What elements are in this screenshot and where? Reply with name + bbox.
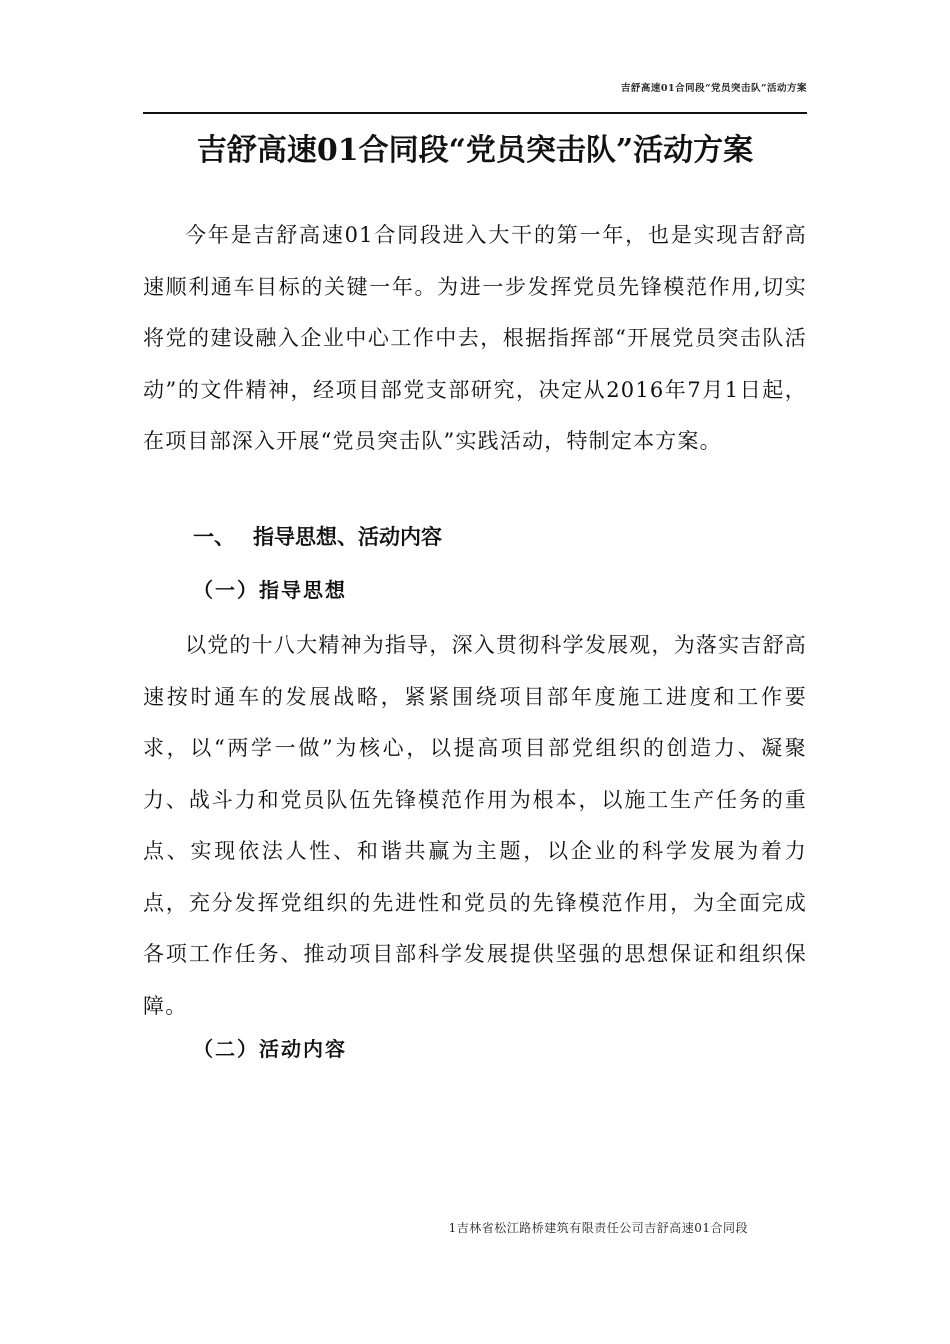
document-title: 吉舒高速01合同段“党员突击队”活动方案: [196, 133, 754, 168]
section-heading-1: [193, 515, 442, 559]
section-title: 指导思想、活动内容: [253, 525, 442, 549]
subsection-heading-1: （一）指导思想: [193, 578, 347, 602]
running-header: 吉舒高速01合同段“党员突击队”活动方案: [620, 83, 807, 94]
intro-paragraph: 今年是吉舒高速01合同段进入大干的第一年，也是实现吉舒高速顺利通车目标的关键一年。为进一步发挥党员先锋模范作用,切实将党的建设融入企业中心工作中去，根据指挥部“开展党员突击队活动”的文件精神，经项目部党支部研究，决定从2016年7月1日起，在项目部深入开展“党员突击队”实践活动，特制定本方案。: [143, 223, 807, 453]
subsection-heading-2: （二）活动内容: [193, 1037, 347, 1061]
section-number: 一、: [193, 525, 235, 549]
page-footer: 1吉林省松江路桥建筑有限责任公司吉舒高速01合同段: [448, 1221, 748, 1235]
guiding-thought-paragraph: 以党的十八大精神为指导，深入贯彻科学发展观，为落实吉舒高速按时通车的发展战略，紧紧围绕项目部年度施工进度和工作要求，以“两学一做”为核心，以提高项目部党组织的创造力、凝聚力、战斗力和党员队伍先锋模范作用为根本，以施工生产任务的重点、实现依法人性、和谐共赢为主题，以企业的科学发展为着力点，充分发挥党组织的先进性和党员的先锋模范作用，为全面完成各项工作任务、推动项目部科学发展提供坚强的思想保证和组织保障。: [143, 633, 807, 1018]
header-rule: [143, 112, 807, 114]
